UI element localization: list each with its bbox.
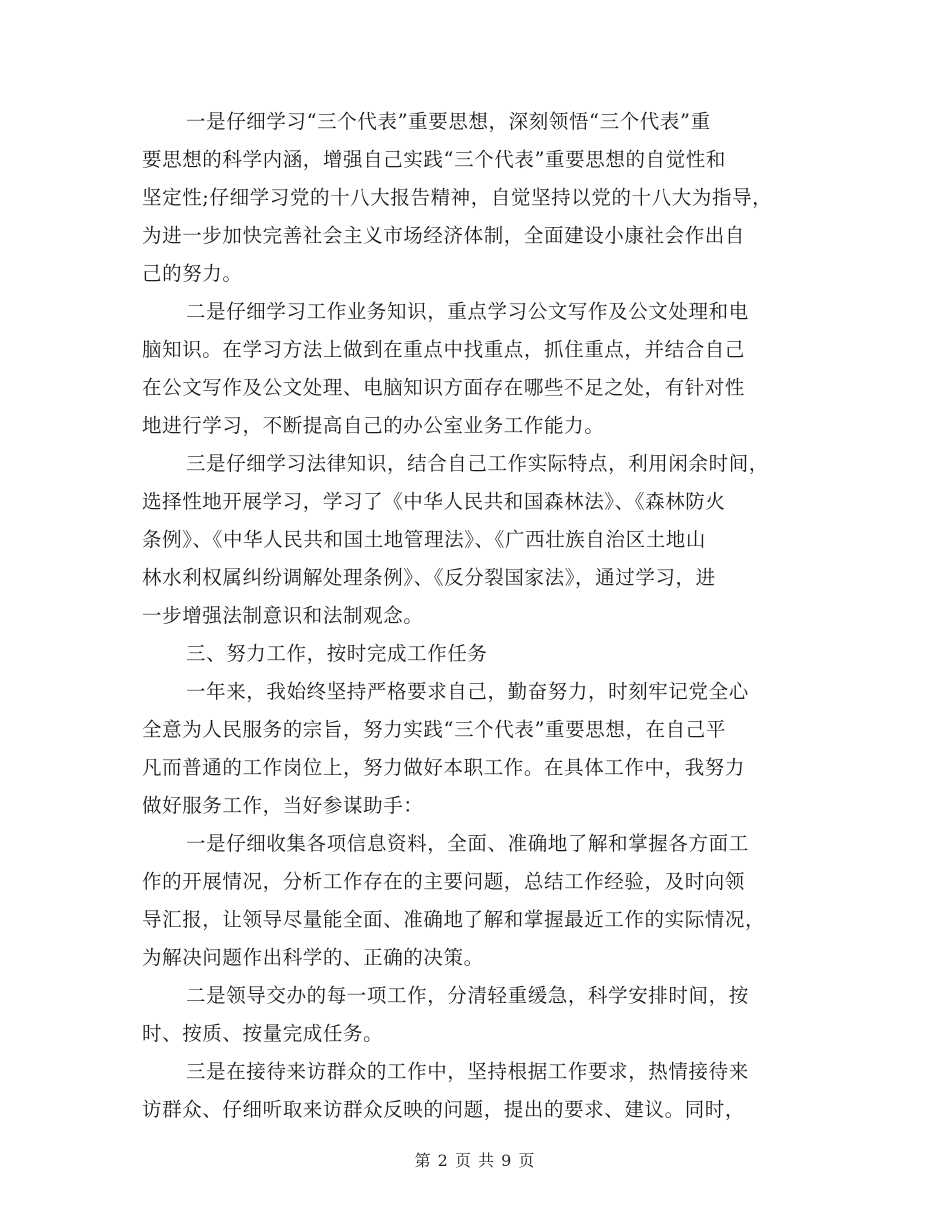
text-line: 一步增强法制意识和法制观念。 [142,604,424,627]
text-line: 为进一步加快完善社会主义市场经济体制，全面建设小康社会作出自 [142,224,746,247]
text-line: 一是仔细收集各项信息资料，全面、准确地了解和掌握各方面工 [186,832,749,855]
text-line: 访群众、仔细听取来访群众反映的问题，提出的要求、建议。同时， [142,1098,746,1121]
text-line: 林水利权属纠纷调解处理条例》、《反分裂国家法》，通过学习，进 [142,566,716,589]
document-body [142,103,812,1129]
text-line: 要思想的科学内涵，增强自己实践“三个代表”重要思想的自觉性和 [142,148,726,171]
text-line: 作的开展情况，分析工作存在的主要问题，总结工作经验，及时向领 [142,870,746,893]
text-line: 导汇报，让领导尽量能全面、准确地了解和掌握最近工作的实际情况， [142,908,766,931]
text-line: 一年来，我始终坚持严格要求自己，勤奋努力，时刻牢记党全心 [186,680,749,703]
text-line: 凡而普通的工作岗位上，努力做好本职工作。在具体工作中，我努力 [142,756,746,779]
text-line: 为解决问题作出科学的、正确的决策。 [142,946,484,969]
text-line: 二是领导交办的每一项工作，分清轻重缓急，科学安排时间，按 [186,984,749,1007]
text-line: 二是仔细学习工作业务知识，重点学习公文写作及公文处理和电 [186,300,749,323]
text-line: 三是仔细学习法律知识，结合自己工作实际特点，利用闲余时间， [186,452,769,475]
text-line: 在公文写作及公文处理、电脑知识方面存在哪些不足之处，有针对性 [142,376,746,399]
text-line: 全意为人民服务的宗旨，努力实践“三个代表”重要思想，在自己平 [142,718,726,741]
text-line: 条例》、《中华人民共和国土地管理法》、《广西壮族自治区土地山 [142,528,707,551]
page-number-footer: 第 2 页 共 9 页 [414,1151,536,1170]
text-line: 三是在接待来访群众的工作中，坚持根据工作要求，热情接待来 [186,1060,749,1083]
text-line: 时、按质、按量完成任务。 [142,1022,384,1045]
text-line: 地进行学习，不断提高自己的办公室业务工作能力。 [142,414,605,437]
text-line: 选择性地开展学习，学习了《中华人民共和国森林法》、《森林防火 [142,490,726,513]
text-line: 脑知识。在学习方法上做到在重点中找重点，抓住重点，并结合自己 [142,338,746,361]
text-line: 己的努力。 [142,262,243,285]
section-heading: 三、努力工作，按时完成工作任务 [186,642,488,665]
text-line: 一是仔细学习“三个代表”重要思想，深刻领悟“三个代表”重 [186,110,711,133]
text-line: 坚定性;仔细学习党的十八大报告精神，自觉坚持以党的十八大为指导， [142,186,773,209]
text-line: 做好服务工作，当好参谋助手： [142,794,424,817]
